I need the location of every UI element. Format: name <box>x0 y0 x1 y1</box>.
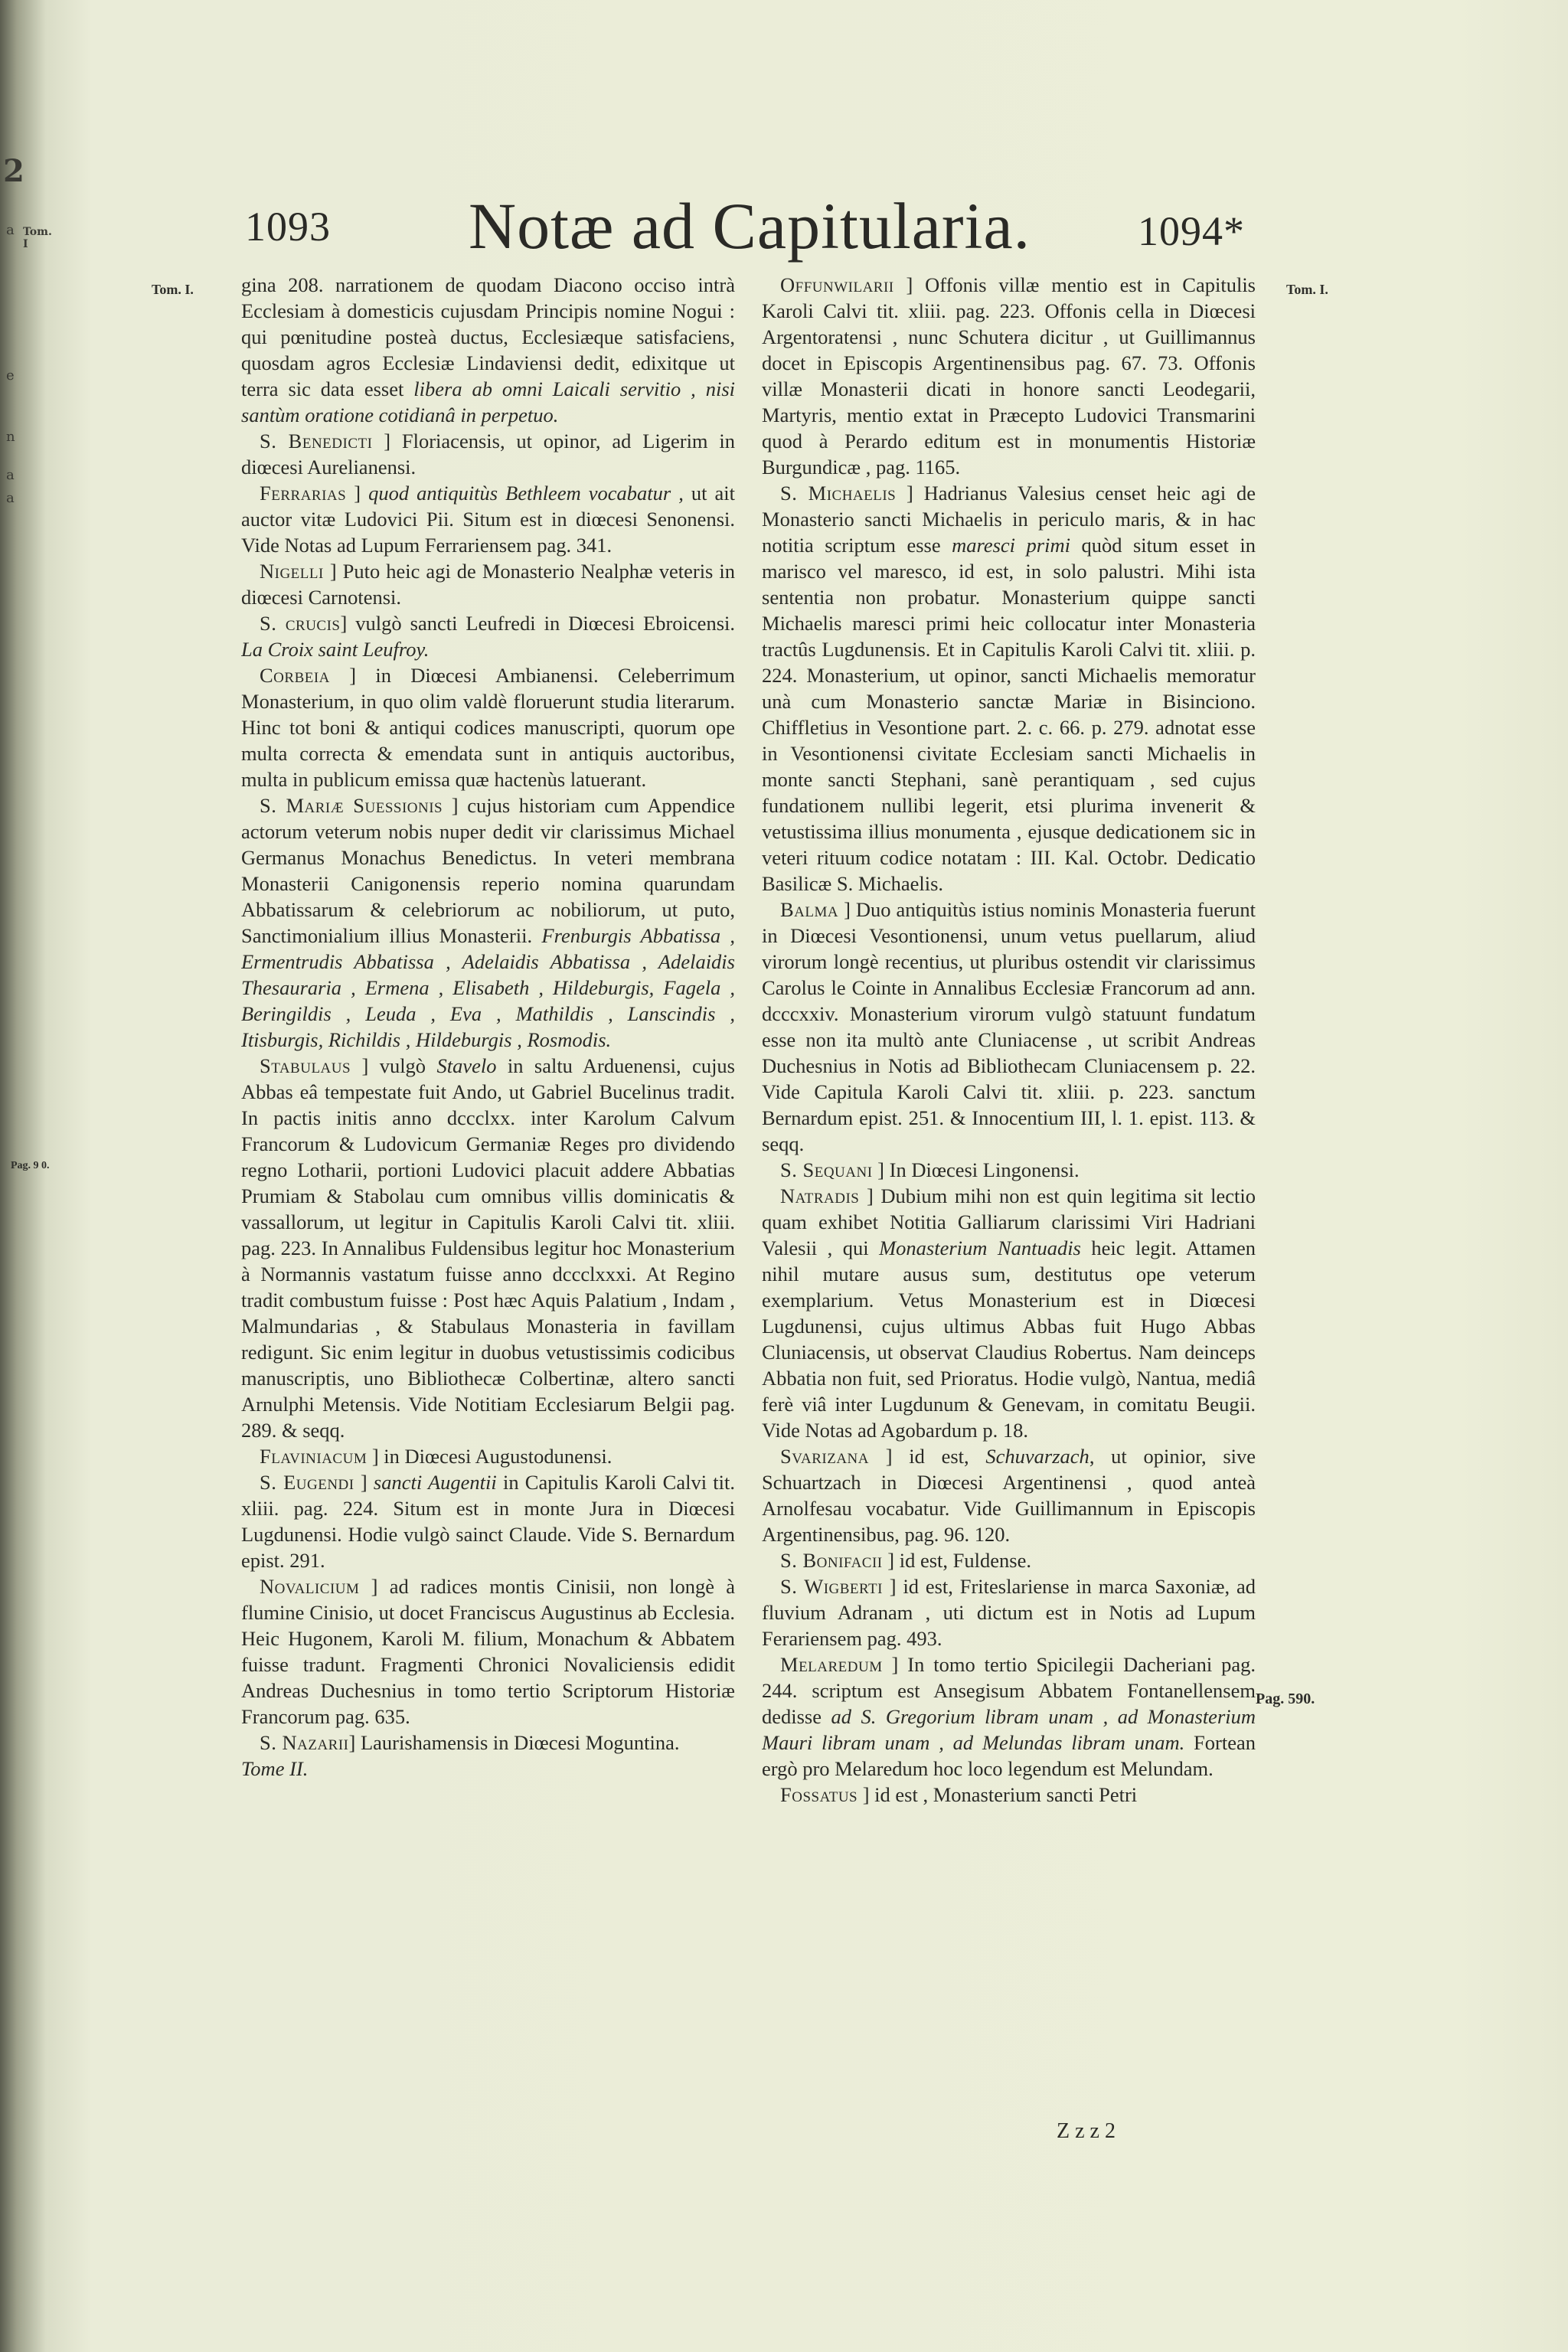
lemma-keyword: S. Eugendi <box>260 1471 354 1494</box>
note-entry <box>762 1782 1256 1808</box>
note-text-continued: heic legit. Attamen nihil mutare ausus sum, destitutus ope veterum exemplarium. Vetus Monasterium est in Diœcesi Lugdunensi, cujus ultimus Abbas fuit Hugo Abbas Cluniacensis, ut observat Claudius Robertus. Nam deinceps Abbatia non fuit, sed Prioratus. Hodie vulgò, Nantua, mediâ ferè viâ inter Lugdunum & Genevam, in comitatu Beugii. Vide Notas ad Agobardum p. 18. <box>762 1236 1256 1442</box>
note-entry <box>241 272 735 428</box>
italic-quote: maresci primi <box>952 534 1070 557</box>
italic-quote: Monasterium Nantuadis <box>879 1236 1081 1259</box>
page-header <box>0 188 1568 272</box>
prev-page-letter: a <box>6 490 15 506</box>
note-text: ] vulgò sancti Leufredi in Diœcesi Ebroicensi. <box>340 612 735 635</box>
previous-page-edge <box>0 0 52 2352</box>
note-text: ] Offonis villæ mentio est in Capitulis Karoli Calvi tit. xliii. pag. 223. Offonis cella in Diœcesi Argentoratensi , nunc Schutera dicitur , ut Guillimannus docet in Episcopis Argentinensibus pag. 67. 73. Offonis villæ Monasterii dicati in honore sancti Leodegarii, Martyris, mentio extat in Præcepto Ludovici Transmarini quod à Perardo editum est in monumentis Historiæ Burgundicæ , pag. 1165. <box>762 273 1256 479</box>
running-title: Notæ ad Capitularia. <box>469 189 1031 263</box>
italic-quote: Schuvarzach <box>985 1445 1089 1468</box>
lemma-keyword: Stabulaus <box>260 1054 351 1077</box>
prev-page-letter: n <box>6 429 15 445</box>
italic-quote: Frenburgis Abbatissa , Ermentrudis Abbatissa , Adelaidis Abbatissa , Adelaidis Thesauraria , Ermena , Elisabeth , Hildeburgis, Fagela , Beringildis , Leuda , Eva , Mathildis , Lanscindis , Itisburgis, Richildis , Hildeburgis , Rosmodis. <box>241 924 735 1051</box>
note-entry <box>762 1443 1256 1547</box>
catchword: Z z z 2 <box>1057 2119 1116 2143</box>
note-text: ] vulgò <box>351 1054 437 1077</box>
italic-quote: La Croix saint Leufroy. <box>241 638 430 661</box>
note-text: ] ad radices montis Cinisii, non longè à flumine Cinisio, ut docet Franciscus Augustinus ab Ecclesia. Heic Hugonem, Karoli M. filium, Monachum & Abbatem fuisse tradunt. Fragmenti Chronici Novaliciensis edidit Andreas Duchesnius in tomo tertio Scriptorum Historiæ Francorum pag. 635. <box>241 1575 735 1728</box>
italic-quote: quod antiquitùs Bethleem vocabatur , <box>368 482 684 505</box>
italic-quote: ad S. Gregorium libram unam , ad Monasterium Mauri libram unam , ad Melundas libram unam. <box>762 1705 1256 1754</box>
note-text: ] Hadrianus Valesius censet heic agi de Monasterio sancti Michaelis in periculo maris, & in hac notitia scriptum esse <box>762 482 1256 557</box>
lemma-keyword: S. Benedicti <box>260 430 373 452</box>
note-text-continued: Fortean ergò pro Melaredum hoc loco legendum est Melundam. <box>762 1731 1256 1780</box>
lemma-keyword: Svarizana <box>780 1445 870 1468</box>
note-text: ] <box>354 1471 374 1494</box>
prev-page-number: 2 <box>3 153 24 189</box>
right-margin-tom: Tom. I. <box>1286 282 1328 297</box>
note-text-continued: ut ait auctor vitæ Ludovici Pii. Situm est in diœcesi Senonensi. Vide Notas ad Lupum Ferrariensem pag. 341. <box>241 482 735 557</box>
lemma-keyword: S. crucis <box>260 612 341 635</box>
lemma-keyword: Natradis <box>780 1184 860 1207</box>
note-text: ] Floriacensis, ut opinor, ad Ligerim in diœcesi Aurelianensi. <box>241 430 735 479</box>
note-entry <box>762 1183 1256 1443</box>
note-text-continued: in saltu Arduenensi, cujus Abbas eâ tempestate fuit Ando, ut Gabriel Bucelinus tradit. In pactis initis anno dccclxx. inter Karolum Calvum Francorum & Ludovicum Germaniæ Reges pro dividendo regno Lotharii, portioni Ludovici placuit addere Abbatias Prumiam & Stabolau cum omnibus villis dominicatis & vassallorum, ut legitur in Capitulis Karoli Calvi tit. xliii. pag. 223. In Annalibus Fuldensibus legitur hoc Monasterium à Normannis vastatum fuisse anno dccclxxxi. At Regino tradit combustum fuisse : Post hæc Aquis Palatium , Indam , Malmundarias , & Stabulaus Monasteria in favillam redigunt. Sic enim legitur in duobus vetustissimis codicibus manuscriptis, uno Bibliothecæ Colbertinæ, altero sancti Arnulphi Metensis. Vide Notitiam Ecclesiarum Belgii pag. 289. & seqq. <box>241 1054 735 1442</box>
note-text-continued: , ut opinior, sive Schuartzach in Diœcesi Argentinensi , quod anteà Arnolfesau vocabatur. Vide Guillimannum in Episcopis Argentinensibus, pag. 96. 120. <box>762 1445 1256 1546</box>
note-text: ] In tomo tertio Spicilegii Dacheriani pag. 244. scriptum est Ansegisum Abbatem Fontanellensem dedisse <box>762 1653 1256 1728</box>
note-entry <box>762 480 1256 897</box>
note-text: ] in Diœcesi Ambianensi. Celeberrimum Monasterium, in quo olim valdè floruerunt studia literarum. Hinc tot boni & antiqui codices manuscripti, quorum ope multa correcta & emendata sunt in antiquis auctoribus, multa in publicum emissa quæ hactenùs latuerant. <box>241 664 735 791</box>
right-page-number: 1094* <box>1138 208 1245 254</box>
volume-signature: Tome II. <box>241 1757 309 1780</box>
note-text: ] in Diœcesi Augustodunensi. <box>367 1445 612 1468</box>
note-text: ] <box>346 482 369 505</box>
note-entry <box>762 272 1256 480</box>
note-entry <box>241 480 735 558</box>
prev-page-tom: Tom. I <box>23 226 52 250</box>
note-entry <box>241 428 735 480</box>
left-margin-pag: Pag. 9 0. <box>11 1160 50 1171</box>
italic-quote: Stavelo <box>436 1054 497 1077</box>
left-text-column <box>241 272 735 2094</box>
note-text: ] In Diœcesi Lingonensi. <box>872 1158 1080 1181</box>
note-text: gina 208. narrationem de quodam Diacono occiso intrà Ecclesiam à domesticis cujusdam Principis nomine Nogui : qui pœnitudine posteà ductus, Ecclesiæque satisfaciens, quosdam agros Ecclesiæ Lindaviensi dedit, edixitque ut terra sic data esset <box>241 273 735 400</box>
note-entry <box>762 1651 1256 1782</box>
prev-page-letter: e <box>6 368 15 384</box>
lemma-keyword: S. Mariæ Suessionis <box>260 794 443 817</box>
lemma-keyword: S. Michaelis <box>780 482 897 505</box>
note-text: ] Dubium mihi non est quin legitima sit lectio quam exhibet Notitia Galliarum clarissimi Viri Hadriani Valesii , qui <box>762 1184 1256 1259</box>
lemma-keyword: Offunwilarii <box>780 273 894 296</box>
note-entry <box>241 1730 735 1756</box>
lemma-keyword: S. Sequani <box>780 1158 873 1181</box>
lemma-keyword: Ferrarias <box>260 482 347 505</box>
lemma-keyword: Corbeia <box>260 664 330 687</box>
note-text: ] id est, Friteslariense in marca Saxoniæ, ad fluvium Adranam , uti dictum est in Notis ad Lupum Ferariensem pag. 493. <box>762 1575 1256 1650</box>
note-entry <box>762 1547 1256 1573</box>
prev-page-letter: a <box>6 222 15 238</box>
lemma-keyword: S. Bonifacii <box>780 1549 883 1572</box>
right-text-column <box>762 272 1256 2094</box>
lemma-keyword: S. Wigberti <box>780 1575 883 1598</box>
note-entry <box>241 1469 735 1573</box>
note-text: ] Laurishamensis in Diœcesi Moguntina. <box>348 1731 680 1754</box>
lemma-keyword: S. Nazarii <box>260 1731 349 1754</box>
lemma-keyword: Nigelli <box>260 560 324 583</box>
left-margin-tom: Tom. I. <box>152 282 194 297</box>
note-text-continued: quòd situm esset in marisco vel maresco, id est, in solo palustri. Mihi ista sententia non probatur. Monasterium quippe sancti Michaelis maresci primi heic collocatur inter Monasteria tractûs Lugdunensis. Et in Capitulis Karoli Calvi tit. xliii. p. 224. Monasterium, ut opinor, sancti Michaelis memoratur unà cum Monasterio sanctæ Mariæ in Bisinciono. Chiffletius in Vesontione part. 2. c. 66. p. 279. adnotat esse in Vesontionensi civitate Ecclesiam sancti Michaelis in monte sancti Stephani, sanè perantiquam , sed cujus fundationem nullibi legerit, etsi plurima invenerit & vetustissima illius monumenta , ejusque dedicationem sic in veteri rituum codice notatam : III. Kal. Octobr. Dedicatio Basilicæ S. Michaelis. <box>762 534 1256 895</box>
note-entry <box>241 662 735 792</box>
note-entry <box>762 1573 1256 1651</box>
left-page-number: 1093 <box>245 204 331 250</box>
note-text: ] Puto heic agi de Monasterio Nealphæ veteris in diœcesi Carnotensi. <box>241 560 735 609</box>
italic-quote: libera ab omni Laicali servitio , nisi santùm oratione cotidianâ in perpetuo. <box>241 377 735 426</box>
note-entry <box>762 897 1256 1157</box>
lemma-keyword: Flaviniacum <box>260 1445 368 1468</box>
lemma-keyword: Novalicium <box>260 1575 360 1598</box>
note-text: ] Duo antiquitùs istius nominis Monasteria fuerunt in Diœcesi Vesontionensi, unum vetus puellarum, aliud virorum longè recentius, ut pluribus ostendit vir clarissimus Carolus le Cointe in Annalibus Ecclesiæ Francorum ad ann. dcccxxiv. Monasterium virorum vulgò statuunt fundatum esse non ita multò ante Cluniacense , ut scribit Andreas Duchesnius in Notis ad Bibliothecam Cluniacensem p. 22. Vide Capitula Karoli Calvi tit. xliii. p. 223. sanctum Bernardum epist. 251. & Innocentium III, l. 1. epist. 113. & seqq. <box>762 898 1256 1155</box>
note-text: ] cujus historiam cum Appendice actorum veterum nobis nuper dedit vir clarissimus Michael Germanus Monachus Benedictus. In veteri membrana Monasterii Canigonensis reperio nomina quarundam Abbatissarum & celebriorum ac nobiliorum, ut puto, Sanctimonialium illius Monasterii. <box>241 794 735 947</box>
lemma-keyword: Fossatus <box>780 1783 858 1806</box>
note-entry <box>241 610 735 662</box>
note-text: ] id est, <box>869 1445 986 1468</box>
note-text-continued: in Capitulis Karoli Calvi tit. xliii. pag. 224. Situm est in monte Jura in Diœcesi Lugdunensi. Hodie vulgò sainct Claude. Vide S. Bernardum epist. 291. <box>241 1471 735 1572</box>
note-entry <box>241 792 735 1053</box>
note-entry <box>241 1443 735 1469</box>
note-text: ] id est, Fuldense. <box>882 1549 1031 1572</box>
note-text: ] id est , Monasterium sancti Petri <box>858 1783 1138 1806</box>
right-margin-pag: Pag. 590. <box>1256 1690 1315 1707</box>
note-entry <box>241 1573 735 1730</box>
lemma-keyword: Melaredum <box>780 1653 883 1676</box>
note-entry <box>762 1157 1256 1183</box>
note-entry <box>241 558 735 610</box>
prev-page-letter: a <box>6 467 15 483</box>
italic-quote: sancti Augentii <box>373 1471 497 1494</box>
note-entry <box>241 1053 735 1443</box>
lemma-keyword: Balma <box>780 898 839 921</box>
